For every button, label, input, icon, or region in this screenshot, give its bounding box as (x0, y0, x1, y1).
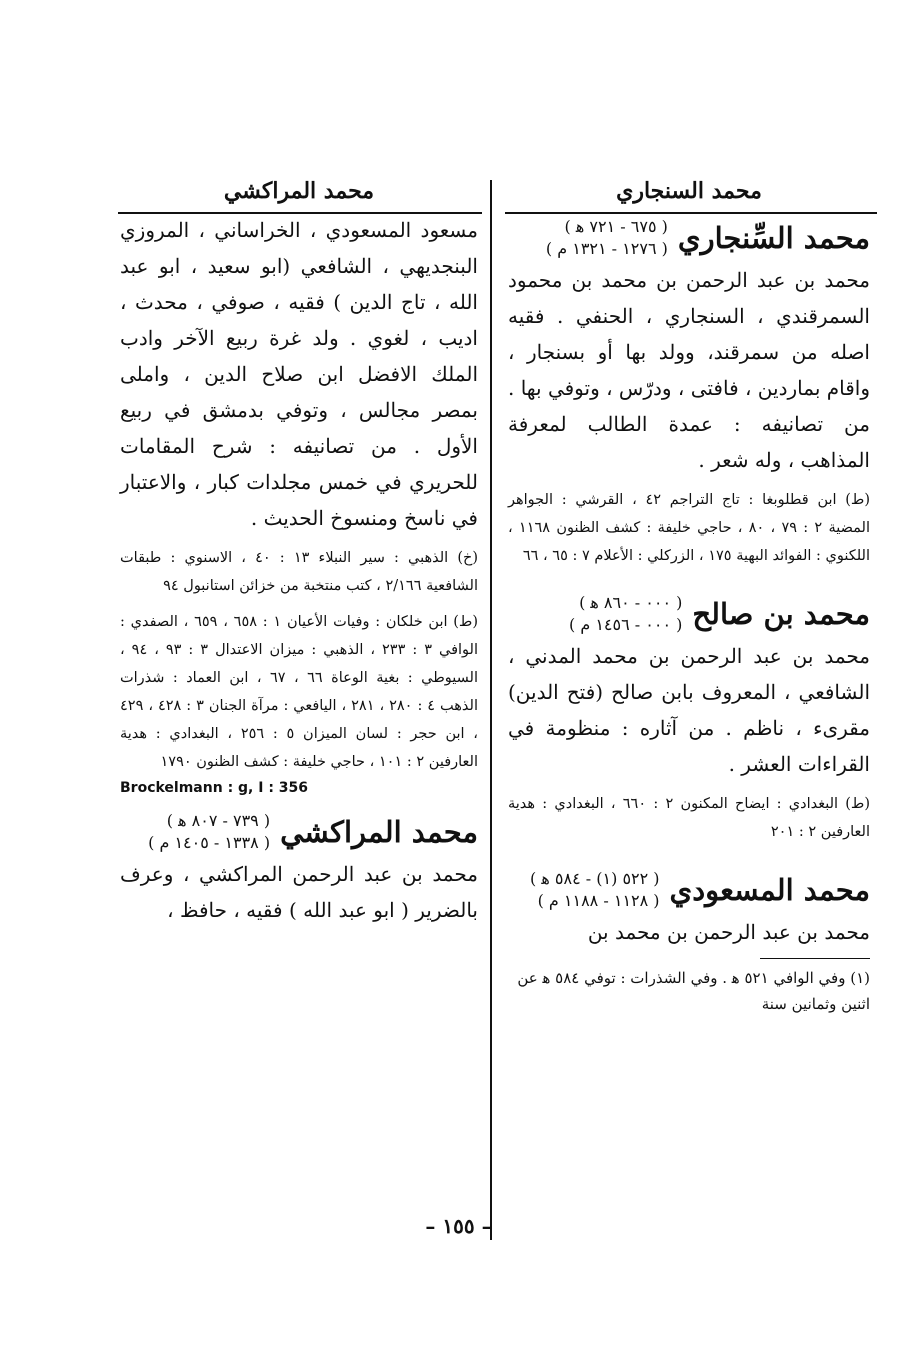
hijri-dates: ( ٥٢٢ (١) - ٥٨٤ ﻫ ) (530, 869, 660, 888)
entry-dates-masudi (530, 868, 660, 912)
left-column (120, 172, 478, 928)
entry-sources-sinjari: (ط) ابن قطلوبغا : تاج التراجم ٤٢ ، القرشي : الجواهر المضية ٢ : ٧٩ ، ٨٠ ، حاجي خليفة : كشف الظنون ١١٦٨ ، اللكنوي : الفوائد البهية ١٧٥ ، الزركلي : الأعلام ٧ : ٦٥ ، ٦٦ (508, 492, 870, 564)
entry-dates-ibn-salih (569, 592, 682, 636)
entry-header-marrakushi (120, 810, 478, 854)
entry-name-sinjari: محمد السِّنجاري (677, 221, 870, 255)
footnote: (١) وفي الوافي ٥٢١ ﻫ . وفي الشذرات : توفي ٥٨٤ ﻫ عن اثنين وثمانين سنة (517, 969, 870, 1013)
page-number: – ١٥٥ – (425, 1214, 492, 1238)
entry-header-sinjari (508, 216, 870, 260)
entry-body-masudi: محمد بن عبد الرحمن بن محمد بن (587, 920, 870, 944)
right-running-title: محمد السنجاري (616, 178, 762, 204)
gregorian-dates: ( ١٢٧٦ - ١٣٢١ م ) (545, 239, 668, 258)
entry-body-marrakushi: محمد بن عبد الرحمن المراكشي ، وعرف بالضرير ( ابو عبد الله ) فقيه ، حافظ ، (120, 862, 478, 922)
hijri-dates: ( ٠٠٠ - ٨٦٠ ﻫ ) (579, 593, 683, 612)
entry-sources-ibn-salih: (ط) البغدادي : ايضاح المكنون ٢ : ٦٦٠ ، البغدادي : هدية العارفين ٢ : ٢٠١ (508, 796, 870, 840)
hijri-dates: ( ٦٧٥ - ٧٢١ ﻫ ) (564, 217, 668, 236)
column-divider (490, 180, 492, 1240)
latin-reference: Brockelmann : g, I : 356 (120, 780, 309, 796)
entry-body-sinjari: محمد بن عبد الرحمن بن محمد بن محمود السمرقندي ، السنجاري ، الحنفي . فقيه اصله من سمرقند، وولد بها أو بسنجار ، واقام بماردين ، فافتى ، ودرّس ، وتوفي بها . من تصانيفه : عمدة الطالب لمعرفة المذاهب ، وله شعر . (508, 268, 870, 472)
right-column (508, 172, 870, 1017)
gregorian-dates: ( ١١٢٨ - ١١٨٨ م ) (537, 891, 660, 910)
manuscript-sources: (خ) الذهبي : سير النبلاء ١٣ : ٤٠ ، الاسنوي : طبقات الشافعية ٢/١٦٦ ، كتب منتخبة من خزائن استانبول ٩٤ (120, 550, 478, 594)
entry-name-marrakushi: محمد المراكشي (280, 815, 478, 849)
left-running-title: محمد المراكشي (223, 178, 375, 204)
footnote-rule (760, 958, 870, 959)
entry-name-masudi: محمد المسعودي (669, 873, 870, 907)
entry-header-ibn-salih (508, 592, 870, 636)
entry-dates-sinjari (546, 216, 668, 260)
printed-sources: (ط) ابن خلكان : وفيات الأعيان ١ : ٦٥٨ ، ٦٥٩ ، الصفدي : الوافي ٣ : ٢٣٣ ، الذهبي : ميزان الاعتدال ٣ : ٩٣ ، ٩٤ ، السيوطي : بغية الوعاة ٦٦ ، ٦٧ ، ابن العماد : شذرات الذهب ٤ : ٢٨٠ ، ٢٨١ ، اليافعي : مرآة الجنان ٣ : ٤٢٨ ، ٤٢٩ ، ابن حجر : لسان الميزان ٥ : ٢٥٦ ، البغدادي : هدية العارفين ٢ : ١٠١ ، حاجي خليفة : كشف الظنون ١٧٩٠ (120, 614, 479, 770)
entry-name-ibn-salih: محمد بن صالح (692, 597, 870, 631)
gregorian-dates: ( ٠٠٠ - ١٤٥٦ م ) (569, 615, 683, 634)
entry-header-masudi (508, 868, 870, 912)
gregorian-dates: ( ١٣٣٨ - ١٤٠٥ م ) (148, 833, 271, 852)
entry-dates-marrakushi (148, 810, 270, 854)
entry-body-ibn-salih: محمد بن عبد الرحمن بن محمد المدني ، الشافعي ، المعروف بابن صالح (فتح الدين) مقرىء ، ناظم . من آثاره : منظومة في القراءات العشر . (508, 644, 870, 776)
continued-entry-body: مسعود المسعودي ، الخراساني ، المروزي البنجديهي ، الشافعي (ابو سعيد ، ابو عبد الله ، تاج الدين ) فقيه ، صوفي ، محدث ، اديب ، لغوي . ولد غرة ربيع الآخر وادب الملك الافضل ابن صلاح الدين ، واملى بمصر مجالس ، وتوفي بدمشق في ربيع الأول . من تصانيفه : شرح المقامات للحريري في خمس مجلدات كبار ، والاعتبار في ناسخ ومنسوخ الحديث . (120, 218, 478, 530)
hijri-dates: ( ٧٣٩ - ٨٠٧ ﻫ ) (166, 811, 271, 830)
